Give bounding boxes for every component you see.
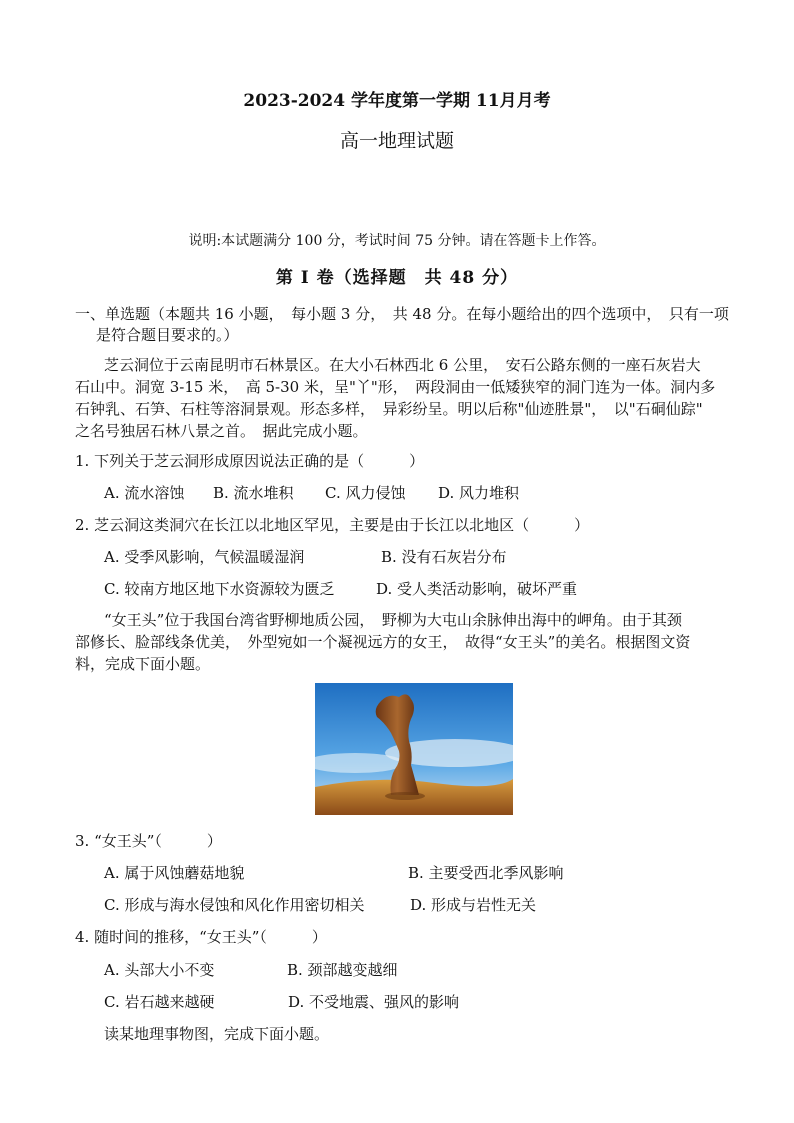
option-d: D. 不受地震、强风的影响	[288, 993, 460, 1011]
passage-line: 芝云洞位于云南昆明市石林景区。在大小石林西北 6 公里， 安石公路东侧的一座石灰岩大	[104, 356, 701, 374]
queens-head-rock-photo	[315, 683, 513, 815]
exam-title: 2023-2024 学年度第一学期 11月月考	[243, 91, 551, 111]
passage-line: 料，完成下面小题。	[75, 655, 211, 673]
option-d: D. 风力堆积	[438, 484, 520, 502]
closing-instruction: 读某地理事物图，完成下面小题。	[104, 1025, 330, 1043]
exam-subtitle: 高一地理试题	[339, 130, 454, 152]
exam-note: 说明:本试题满分 100 分，考试时间 75 分钟。请在答题卡上作答。	[188, 233, 606, 249]
option-b: B. 颈部越变越细	[287, 961, 398, 979]
passage-line: 石山中。洞宽 3-15 米， 高 5-30 米，呈"丫"形， 两段洞由一低矮狭窄的洞门连为一体。洞内多	[75, 378, 716, 396]
section-title: 第 I 卷（选择题 共 48 分）	[275, 268, 519, 288]
option-d: D. 形成与岩性无关	[410, 896, 537, 914]
option-c: C. 形成与海水侵蚀和风化作用密切相关	[104, 896, 365, 914]
option-a: A. 头部大小不变	[104, 961, 215, 979]
option-a: A. 流水溶蚀	[104, 484, 185, 502]
option-b: B. 没有石灰岩分布	[381, 548, 507, 566]
option-c: C. 较南方地区地下水资源较为匮乏	[104, 580, 335, 598]
passage-line: “女王头”位于我国台湾省野柳地质公园， 野柳为大屯山余脉伸出海中的岬角。由于其颈	[104, 611, 682, 629]
option-a: A. 受季风影响，气候温暖湿润	[104, 548, 305, 566]
rock-illustration	[315, 683, 513, 815]
passage-line: 之名号独居石林八景之首。 据此完成小题。	[75, 422, 368, 440]
option-b: B. 流水堆积	[213, 484, 294, 502]
question-stem: 1. 下列关于芝云洞形成原因说法正确的是（ ）	[75, 452, 425, 470]
section-instruction-cont: 是符合题目要求的。）	[96, 326, 239, 344]
question-stem: 3. “女王头”（ ）	[75, 832, 222, 850]
option-a: A. 属于风蚀蘑菇地貌	[104, 864, 245, 882]
passage-line: 部修长、脸部线条优美， 外型宛如一个凝视远方的女王， 故得“女王头”的美名。根据图文资	[75, 633, 691, 651]
option-c: C. 风力侵蚀	[325, 484, 406, 502]
question-stem: 2. 芝云洞这类洞穴在长江以北地区罕见，主要是由于长江以北地区（ ）	[75, 516, 590, 534]
section-instruction: 一、单选题（本题共 16 小题， 每小题 3 分， 共 48 分。在每小题给出的四个选项中， 只有一项	[75, 305, 729, 323]
option-c: C. 岩石越来越硬	[104, 993, 215, 1011]
option-b: B. 主要受西北季风影响	[408, 864, 564, 882]
question-stem: 4. 随时间的推移，“女王头”（ ）	[75, 928, 327, 946]
passage-line: 石钟乳、石笋、石柱等溶洞景观。形态多样， 异彩纷呈。明以后称"仙迹胜景"， 以"石硐仙踪"	[75, 400, 703, 418]
option-d: D. 受人类活动影响，破坏严重	[376, 580, 578, 598]
